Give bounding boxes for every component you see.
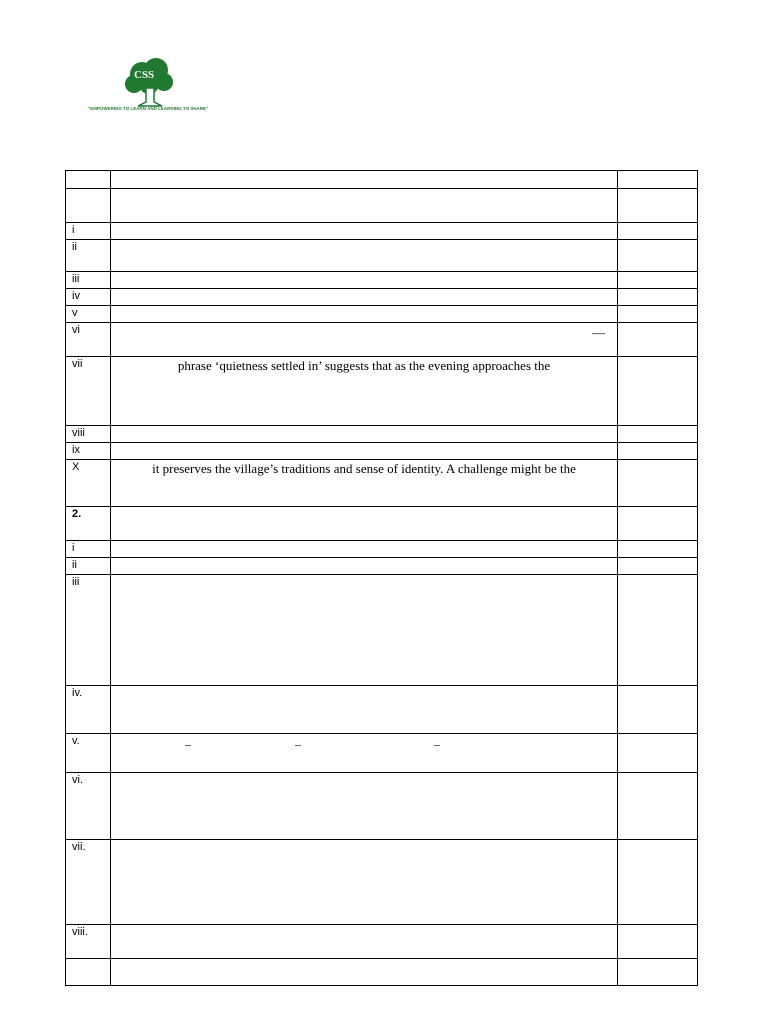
marks-cell (618, 272, 698, 289)
marks-cell (618, 734, 698, 773)
marks-cell (618, 558, 698, 575)
marks-cell (618, 171, 698, 189)
table-row (66, 686, 698, 734)
question-number: iv (66, 289, 111, 306)
answer-cell (111, 840, 618, 925)
table-row (66, 171, 698, 189)
question-number (66, 189, 111, 223)
question-number: viii (66, 426, 111, 443)
table-row (66, 460, 698, 507)
answer-dash: – (295, 737, 301, 751)
answer-cell (111, 558, 618, 575)
table-row (66, 306, 698, 323)
table-row (66, 189, 698, 223)
answer-cell (111, 223, 618, 240)
table-row (66, 959, 698, 986)
answer-cell (111, 686, 618, 734)
marks-cell (618, 773, 698, 840)
answer-cell (111, 541, 618, 558)
school-logo (88, 58, 208, 118)
question-number: v (66, 306, 111, 323)
table-row (66, 426, 698, 443)
answer-table (65, 170, 698, 986)
answer-dash: – (434, 737, 440, 751)
table-row (66, 240, 698, 272)
answer-cell (111, 306, 618, 323)
table-row (66, 773, 698, 840)
table-row (66, 443, 698, 460)
question-number: iii (66, 272, 111, 289)
question-number: ii (66, 558, 111, 575)
answer-cell (111, 460, 618, 507)
table-row (66, 575, 698, 686)
answer-cell (111, 443, 618, 460)
table-row (66, 223, 698, 240)
answer-cell (111, 189, 618, 223)
marks-cell (618, 575, 698, 686)
answer-cell (111, 240, 618, 272)
marks-cell (618, 460, 698, 507)
question-number: ii (66, 240, 111, 272)
answer-text: phrase ‘quietness settled in’ suggests that as the evening approaches the (177, 358, 551, 373)
answer-cell (111, 289, 618, 306)
answer-cell (111, 773, 618, 840)
question-number: vii. (66, 840, 111, 925)
answer-cell (111, 357, 618, 426)
answer-cell (111, 959, 618, 986)
table-row (66, 323, 698, 357)
marks-cell (618, 323, 698, 357)
answer-text: — (592, 325, 605, 340)
answer-cell (111, 171, 618, 189)
table-row (66, 925, 698, 959)
marks-cell (618, 426, 698, 443)
question-number: vii (66, 357, 111, 426)
question-number: vi (66, 323, 111, 357)
table-row (66, 840, 698, 925)
question-number: ix (66, 443, 111, 460)
table-row (66, 507, 698, 541)
table-row (66, 734, 698, 773)
answer-cell (111, 575, 618, 686)
marks-cell (618, 507, 698, 541)
marks-cell (618, 925, 698, 959)
question-number: X (66, 460, 111, 507)
marks-cell (618, 223, 698, 240)
table-row (66, 558, 698, 575)
answer-cell (111, 272, 618, 289)
table-row (66, 541, 698, 558)
logo-motto: "EMPOWERING TO LEARN AND LEARNING TO SHARE" (88, 106, 209, 111)
question-number (66, 171, 111, 189)
question-number: iii (66, 575, 111, 686)
answer-cell (111, 323, 618, 357)
marks-cell (618, 541, 698, 558)
question-number: i (66, 223, 111, 240)
marks-cell (618, 686, 698, 734)
answer-cell (111, 507, 618, 541)
table-row (66, 357, 698, 426)
logo-initials: CSS (134, 69, 155, 81)
marks-cell (618, 189, 698, 223)
question-number: vi. (66, 773, 111, 840)
question-number: v. (66, 734, 111, 773)
table-row (66, 272, 698, 289)
marks-cell (618, 306, 698, 323)
tree-logo-icon (120, 58, 180, 110)
question-number (66, 959, 111, 986)
marks-cell (618, 357, 698, 426)
answer-text: it preserves the village’s traditions and sense of identity. A challenge might be the (152, 461, 576, 476)
marks-cell (618, 840, 698, 925)
marks-cell (618, 240, 698, 272)
answer-dash: – (185, 737, 191, 751)
table-row (66, 289, 698, 306)
answer-cell (111, 925, 618, 959)
question-number: i (66, 541, 111, 558)
answer-cell (111, 734, 618, 773)
marks-cell (618, 959, 698, 986)
marks-cell (618, 289, 698, 306)
question-number: viii. (66, 925, 111, 959)
marks-cell (618, 443, 698, 460)
question-number: 2. (66, 507, 111, 541)
question-number: iv. (66, 686, 111, 734)
answer-cell (111, 426, 618, 443)
